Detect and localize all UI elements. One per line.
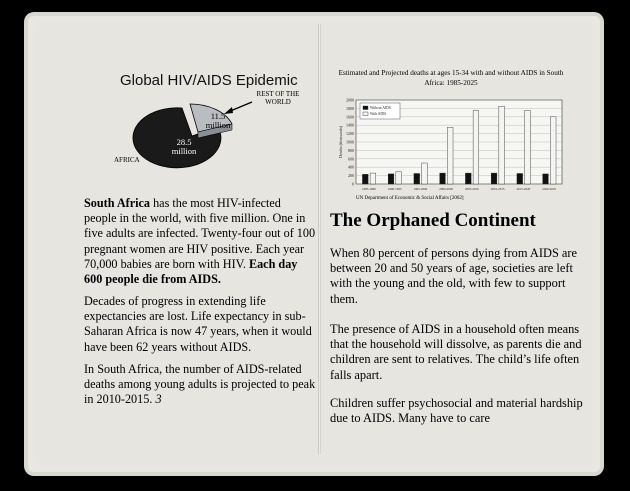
section-heading: The Orphaned Continent bbox=[330, 210, 536, 231]
south-africa-strong: South Africa bbox=[84, 196, 151, 210]
y-tick-label: 1600 bbox=[346, 114, 354, 120]
y-tick-label: 2000 bbox=[346, 97, 354, 103]
right-paragraph-3: Children suffer psychosocial and material hardship due to AIDS. Many have to care bbox=[330, 396, 583, 426]
x-tick-label: 1995-2000 bbox=[413, 187, 428, 191]
x-tick-label: 1985-1990 bbox=[361, 187, 376, 191]
bar-without-aids bbox=[362, 174, 368, 184]
y-tick-label: 800 bbox=[348, 147, 354, 153]
pie-label-rest: REST OF THE WORLD bbox=[256, 90, 300, 106]
page-fold bbox=[318, 24, 321, 454]
chart-source: UN Department of Economic & Social Affairs [2002] bbox=[356, 196, 464, 201]
y-axis-label: Deaths (thousands) bbox=[338, 125, 343, 159]
bar-with-aids bbox=[396, 172, 402, 184]
bar-with-aids bbox=[550, 117, 556, 184]
bar-without-aids bbox=[465, 173, 471, 184]
bar-without-aids bbox=[440, 173, 446, 184]
y-tick-label: 0 bbox=[352, 181, 354, 187]
y-tick-label: 1800 bbox=[346, 105, 354, 111]
bar-with-aids bbox=[473, 111, 479, 185]
bar-with-aids bbox=[422, 163, 428, 184]
legend-label: Without AIDS bbox=[370, 106, 391, 110]
x-tick-label: 2020-2025 bbox=[542, 187, 557, 191]
pie-chart-title: Global HIV/AIDS Epidemic bbox=[120, 72, 298, 89]
bar-with-aids bbox=[447, 127, 453, 184]
y-tick-label: 200 bbox=[348, 173, 354, 179]
bar-without-aids bbox=[517, 174, 523, 185]
bar-without-aids bbox=[491, 173, 497, 184]
bar-without-aids bbox=[414, 174, 420, 185]
bar-without-aids bbox=[543, 174, 549, 184]
x-tick-label: 2010-2015 bbox=[490, 187, 505, 191]
bar-with-aids bbox=[525, 111, 531, 185]
pie-value-rest: 11.5 million bbox=[205, 111, 231, 130]
legend-swatch bbox=[363, 112, 368, 116]
legend-label: With AIDS bbox=[370, 112, 387, 116]
left-paragraph-1-text: has the most HIV-infected people in the world, with five million. One in five adults are infected. Twenty-four out of 100 pregnant women are HIV positive. Each year 70,000 babies are born with HIV. bbox=[84, 196, 316, 271]
pie-value-africa: 28.5 million bbox=[171, 137, 197, 156]
bar-chart bbox=[336, 96, 570, 196]
right-paragraph-1: When 80 percent of persons dying from AIDS are between 20 and 50 years of age, societies are left with the young and the old, with few to support them. bbox=[330, 246, 578, 306]
left-paragraph-3-text: In South Africa, the number of AIDS-related deaths among young adults is projected to peak in 2010-2015. bbox=[84, 362, 316, 407]
y-tick-label: 1400 bbox=[346, 122, 354, 128]
x-tick-label: 2005-2010 bbox=[464, 187, 479, 191]
y-tick-label: 1000 bbox=[346, 139, 354, 145]
left-paragraph-1-bold-end: Each day 600 people die from AIDS. bbox=[84, 256, 298, 287]
y-tick-label: 600 bbox=[348, 156, 354, 162]
y-tick-label: 400 bbox=[348, 164, 354, 170]
x-tick-label: 2000-2005 bbox=[439, 187, 454, 191]
pie-label-africa: AFRICA bbox=[114, 156, 140, 164]
bar-with-aids bbox=[370, 173, 376, 184]
legend-swatch bbox=[363, 106, 368, 110]
x-tick-label: 1990-1995 bbox=[387, 187, 402, 191]
y-tick-label: 1200 bbox=[346, 131, 354, 137]
bar-without-aids bbox=[388, 174, 394, 184]
left-paragraph-1 bbox=[84, 196, 316, 287]
bar-with-aids bbox=[499, 106, 505, 184]
footnote-ref: 3 bbox=[155, 392, 162, 407]
x-tick-label: 2015-2020 bbox=[516, 187, 531, 191]
bar-chart-title: Estimated and Projected deaths at ages 15-34 with and without AIDS in South Africa: 1985-2025 bbox=[338, 69, 564, 87]
right-paragraph-2: The presence of AIDS in a household often means that the household will dissolve, as parents die and children are sent to relatives. The child’s life often falls apart. bbox=[330, 322, 582, 382]
left-paragraph-3 bbox=[84, 362, 316, 408]
left-paragraph-2: Decades of progress in extending life expectancies are lost. Life expectancy in sub-Saharan Africa is now 47 years, when it would have been 62 years without AIDS. bbox=[84, 294, 312, 354]
